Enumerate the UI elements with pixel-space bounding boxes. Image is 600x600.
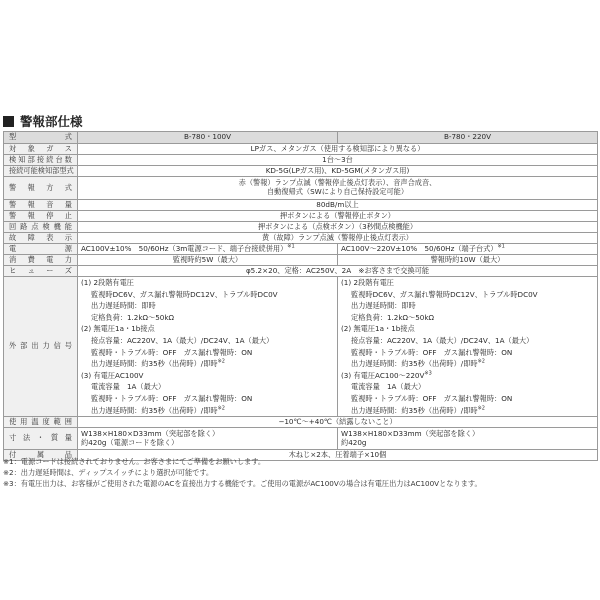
- label-fault: 故 障 表 示: [4, 233, 78, 244]
- value-fuse: φ5.2×20、定格：AC250V、2A ※お客さまで交換可能: [78, 266, 598, 277]
- out100-line-10: 電流容量 1A（最大）: [91, 382, 166, 392]
- out100-line-5: (2) 無電圧1a・1b接点: [81, 324, 155, 334]
- out220-line-12: [341, 405, 594, 417]
- out220-line-6: 接点容量：AC220V、1A（最大）/DC24V、1A（最大）: [351, 335, 534, 345]
- alarm-line-2: 自動復帰式（SWにより自己保持設定可能）: [266, 187, 409, 196]
- value-connect: KD-5G(LPガス用)、KD-5GM(メタンガス用): [78, 166, 598, 177]
- out220-line-5: (2) 無電圧1a・1b接点: [341, 324, 415, 334]
- out220-line-9: [341, 371, 432, 380]
- value-volume: 80dB/m以上: [78, 200, 598, 211]
- row-fuse: [4, 266, 598, 277]
- power-220v-text: AC100V〜220V±10% 50/60Hz（端子台式）: [341, 243, 498, 253]
- out220-line-10: 電流容量 1A（最大）: [351, 382, 426, 392]
- row-model: [4, 132, 598, 144]
- row-volume: [4, 200, 598, 211]
- out220-note-2a: ※2: [477, 358, 485, 365]
- value-power-220v: [338, 244, 598, 255]
- value-consume-100v: 監視時約5W（最大）: [78, 255, 338, 266]
- heading-square-icon: [3, 116, 14, 127]
- row-size: [4, 428, 598, 450]
- out220-note-2b: ※2: [477, 405, 485, 412]
- label-check: 回 路 点 検 機 能: [4, 222, 78, 233]
- out100-line-12-text: 出力遅延時間：約35秒（出荷時）/即時: [91, 405, 218, 415]
- out220-line-8: [341, 358, 594, 370]
- out100-line-3: 出力遅延時間：即時: [91, 301, 156, 311]
- value-alarm: [78, 177, 598, 200]
- model-100v: B-780・100V: [78, 132, 338, 144]
- out220-line-11: 監視時・トラブル時：OFF ガス漏れ警報時：ON: [351, 393, 513, 403]
- alarm-line-1: 赤（警報）ランプ点滅（警報停止後点灯表示）、音声合成音、: [238, 178, 437, 188]
- value-size-100v: [78, 428, 338, 450]
- label-model: 型 式: [4, 132, 78, 144]
- value-power-100v: [78, 244, 338, 255]
- out100-line-12: [81, 405, 334, 417]
- footnotes: [3, 456, 597, 489]
- out220-line-4: 定格負荷：1.2kΩ〜50kΩ: [351, 312, 435, 322]
- out100-note-2a: ※2: [217, 358, 225, 365]
- label-connect: 接続可能検知部型式: [4, 166, 78, 177]
- row-fault: [4, 233, 598, 244]
- footnote-3: ※3：有電圧出力は、お客様がご使用された電源のACを直接出力する機能です。ご使用の電源がAC100Vの場合は有電圧出力はAC100Vとなります。: [3, 479, 482, 488]
- row-gas: [4, 144, 598, 155]
- row-power: [4, 244, 598, 255]
- label-accessories: 付 属 品: [4, 450, 78, 461]
- out100-note-2b: ※2: [217, 405, 225, 412]
- footnote-1: ※1：電源コードは接続されておりません。お客さまにてご準備をお願いします。: [3, 457, 266, 466]
- row-alarm: [4, 177, 598, 200]
- out220-note-3: ※3: [424, 370, 432, 377]
- label-size: 寸 法 ・ 質 量: [4, 428, 78, 450]
- out220-line-7: 監視時・トラブル時：OFF ガス漏れ警報時：ON: [351, 347, 513, 357]
- label-stop: 警 報 停 止: [4, 211, 78, 222]
- out100-line-6: 接点容量：AC220V、1A（最大）/DC24V、1A（最大）: [91, 335, 274, 345]
- value-output-100v: [78, 277, 338, 417]
- out100-line-1: (1) 2段階有電圧: [81, 278, 134, 287]
- out220-line-8-text: 出力遅延時間：約35秒（出荷時）/即時: [351, 359, 478, 369]
- footnote-2: ※2：出力遅延時間は、ディップスイッチにより選択が可能です。: [3, 468, 214, 477]
- row-output: [4, 277, 598, 417]
- label-output: 外 部 出 力 信 号: [4, 277, 78, 417]
- value-stop: 押ボタンによる（警報停止ボタン）: [78, 211, 598, 222]
- label-fuse: ヒ ュ ー ズ: [4, 266, 78, 277]
- heading-text: 警報部仕様: [20, 114, 83, 129]
- power-100v-text: AC100V±10% 50/60Hz（3m電源コード、端子台接続併用）: [81, 243, 288, 253]
- out100-line-8-text: 出力遅延時間：約35秒（出荷時）/即時: [91, 359, 218, 369]
- value-fault: 黄（故障）ランプ点滅（警報停止後点灯表示）: [78, 233, 598, 244]
- label-power: 電 源: [4, 244, 78, 255]
- label-consume: 消 費 電 力: [4, 255, 78, 266]
- value-consume-220v: 警報時約10W（最大）: [338, 255, 598, 266]
- size-220v-line-2: 約420g: [341, 437, 367, 447]
- out100-line-4: 定格負荷：1.2kΩ〜50kΩ: [91, 312, 175, 322]
- label-alarm: 警 報 方 式: [4, 177, 78, 200]
- out220-line-12-text: 出力遅延時間：約35秒（出荷時）/即時: [351, 405, 478, 415]
- value-gas: LPガス、メタンガス（使用する検知部により異なる）: [78, 144, 598, 155]
- row-count: [4, 155, 598, 166]
- value-count: 1台〜3台: [78, 155, 598, 166]
- size-100v-line-1: W138×H180×D33mm（突起部を除く）: [81, 428, 220, 438]
- row-temp: [4, 417, 598, 428]
- out220-line-1: (1) 2段階有電圧: [341, 278, 394, 287]
- out100-line-9: (3) 有電圧AC100V: [81, 370, 144, 380]
- power-220v-note: ※1: [497, 243, 505, 250]
- size-220v-line-1: W138×H180×D33mm（突起部を除く）: [341, 428, 480, 438]
- row-consume: [4, 255, 598, 266]
- value-accessories: 木ねじ×2本、圧着端子×10個: [78, 450, 598, 461]
- power-100v-note: ※1: [287, 243, 295, 250]
- out220-line-2: 監視時DC6V、ガス漏れ警報時DC12V、トラブル時DC0V: [351, 289, 538, 299]
- out220-line-9-text: (3) 有電圧AC100〜220V: [341, 370, 425, 380]
- label-volume: 警 報 音 量: [4, 200, 78, 211]
- out100-line-2: 監視時DC6V、ガス漏れ警報時DC12V、トラブル時DC0V: [91, 289, 278, 299]
- value-temp: −10℃〜+40℃（結露しないこと）: [78, 417, 598, 428]
- spec-table: [3, 131, 598, 461]
- label-gas: 対 象 ガ ス: [4, 144, 78, 155]
- row-check: [4, 222, 598, 233]
- label-count: 検知部接続台数: [4, 155, 78, 166]
- value-check: 押ボタンによる（点検ボタン）（3秒間点検機能）: [78, 222, 598, 233]
- label-temp: 使 用 温 度 範 囲: [4, 417, 78, 428]
- size-100v-line-2: 約420g（電源コードを除く）: [81, 437, 179, 447]
- model-220v: B-780・220V: [338, 132, 598, 144]
- out100-line-11: 監視時・トラブル時：OFF ガス漏れ警報時：ON: [91, 393, 253, 403]
- row-stop: [4, 211, 598, 222]
- out100-line-8: [81, 358, 334, 370]
- value-size-220v: [338, 428, 598, 450]
- out220-line-3: 出力遅延時間：即時: [351, 301, 416, 311]
- value-output-220v: [338, 277, 598, 417]
- section-heading: [3, 112, 83, 130]
- out100-line-7: 監視時・トラブル時：OFF ガス漏れ警報時：ON: [91, 347, 253, 357]
- row-connect: [4, 166, 598, 177]
